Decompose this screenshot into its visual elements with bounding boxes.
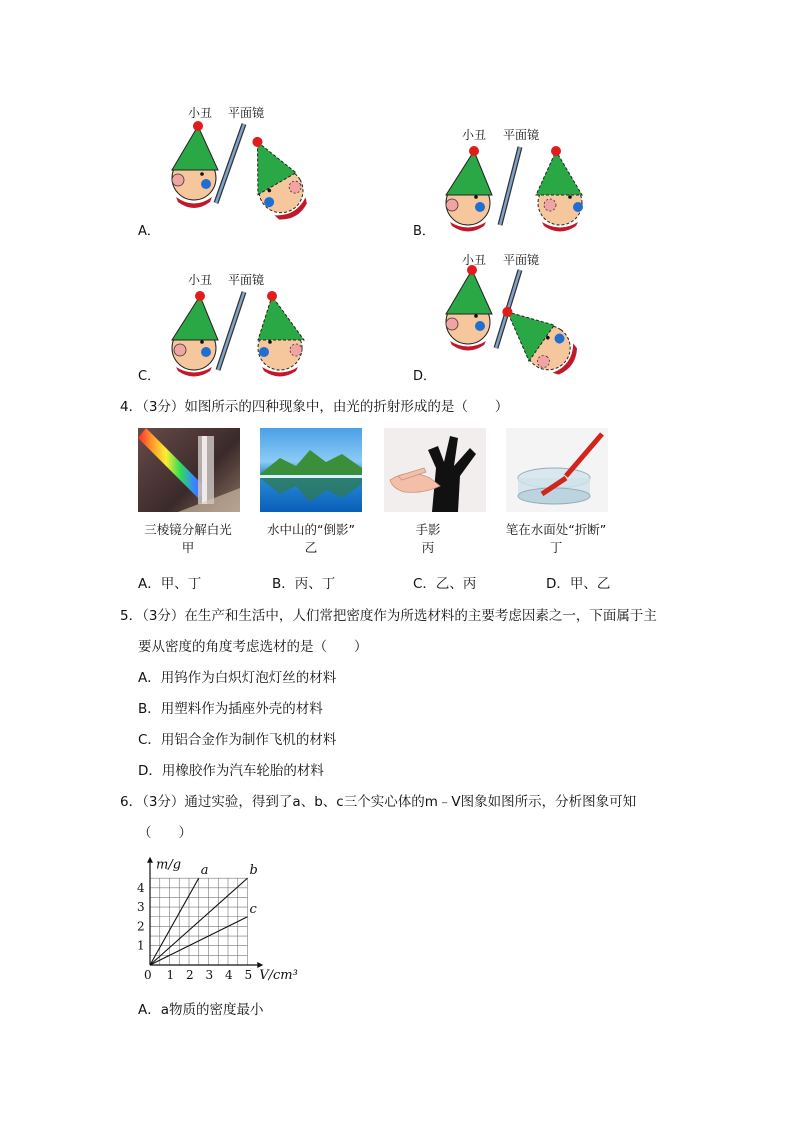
mountain-lake-image (260, 428, 362, 512)
choice-b[interactable]: B．用塑料作为插座外壳的材料 (138, 701, 323, 717)
mirror-label: 平面镜 (228, 106, 265, 120)
choice-d[interactable]: D．甲、乙 (546, 576, 611, 592)
choice-a[interactable]: A．用钨作为白炽灯泡灯丝的材料 (138, 670, 337, 686)
clown-original (172, 121, 218, 208)
clown-label: 小丑 (462, 128, 487, 142)
mountain-reflection-photo (260, 428, 362, 512)
clown-original (172, 291, 218, 377)
x-tick-label: 4 (225, 968, 233, 982)
mirror-label: 平面镜 (228, 273, 265, 287)
clown-image (232, 129, 314, 227)
x-axis-label: V/cm³ (259, 968, 298, 983)
option-label-c: C． (138, 369, 161, 384)
series-label-b: b (249, 863, 258, 879)
photo-tag: 乙 (304, 540, 318, 555)
y-tick-label: 4 (137, 880, 145, 895)
photo-caption: 笔在水面处“折断” (505, 522, 607, 537)
clown-image (536, 146, 583, 232)
mv-chart-svg (130, 845, 310, 985)
clown-image (258, 291, 304, 377)
clown-original (446, 265, 492, 351)
mirror-label: 平面镜 (503, 253, 540, 267)
photo-tag: 甲 (181, 540, 195, 555)
x-tick-label: 5 (244, 968, 253, 982)
y-tick-label: 1 (137, 938, 145, 953)
x-tick-label: 3 (205, 968, 214, 982)
photo-caption: 手影 (415, 522, 441, 537)
series-label-a: a (200, 863, 209, 879)
question-4-stem: 4．（3分）如图所示的四种现象中，由光的折射形成的是（ ） (120, 399, 509, 415)
hand-shadow-image (384, 428, 486, 512)
choice-a[interactable]: A．a物质的密度最小 (138, 1002, 264, 1018)
y-axis-label: m/g (156, 857, 182, 873)
option-label-a: A． (138, 224, 160, 239)
series-line-a (150, 878, 199, 965)
photo-tag: 丙 (421, 540, 435, 555)
pencil-glass-image (506, 428, 608, 512)
prism-rainbow-image (138, 428, 240, 512)
x-tick-label: 0 (144, 968, 152, 982)
choice-c[interactable]: C．乙、丙 (413, 576, 477, 592)
mirror-label: 平面镜 (503, 128, 540, 142)
prism-photo (138, 428, 240, 512)
question-5-stem: 5．（3分）在生产和生活中，人们常把密度作为所选材料的主要考虑因素之一，下面属于主 (120, 608, 657, 624)
question-6-stem-cont: （ ） (138, 825, 192, 841)
mv-graph (130, 845, 310, 985)
choice-a[interactable]: A．甲、丁 (138, 576, 202, 592)
y-axis-arrow (147, 857, 153, 863)
question-6-stem: 6．（3分）通过实验，得到了a、b、c三个实心体的m﹣V图象如图所示，分析图象可知 (120, 794, 637, 810)
question-5-stem-cont: 要从密度的角度考虑选材的是（ ） (138, 639, 368, 655)
x-tick-label: 1 (166, 968, 175, 982)
choice-b[interactable]: B．丙、丁 (272, 576, 336, 592)
choice-c[interactable]: C．用铝合金作为制作飞机的材料 (138, 732, 337, 748)
option-label-b: B． (413, 224, 435, 239)
clown-label: 小丑 (188, 106, 213, 120)
clown-image (487, 296, 584, 380)
option-figure-d (412, 250, 612, 380)
hand-shadow-photo (384, 428, 486, 512)
clown-label: 小丑 (462, 253, 487, 267)
clown-mirror-diagram (412, 250, 612, 380)
y-tick-label: 3 (137, 900, 145, 915)
y-tick-label: 2 (137, 919, 145, 934)
choice-d[interactable]: D．用橡胶作为汽车轮胎的材料 (138, 763, 324, 779)
photo-tag: 丁 (549, 540, 563, 555)
clown-label: 小丑 (188, 273, 213, 287)
photo-caption: 水中山的“倒影” (267, 522, 355, 537)
clown-original (446, 146, 492, 232)
pencil-water-photo (506, 428, 608, 512)
option-label-d: D． (413, 369, 437, 384)
series-label-c: c (249, 901, 257, 917)
photo-caption: 三棱镜分解白光 (144, 522, 232, 537)
x-tick-label: 2 (186, 968, 194, 982)
